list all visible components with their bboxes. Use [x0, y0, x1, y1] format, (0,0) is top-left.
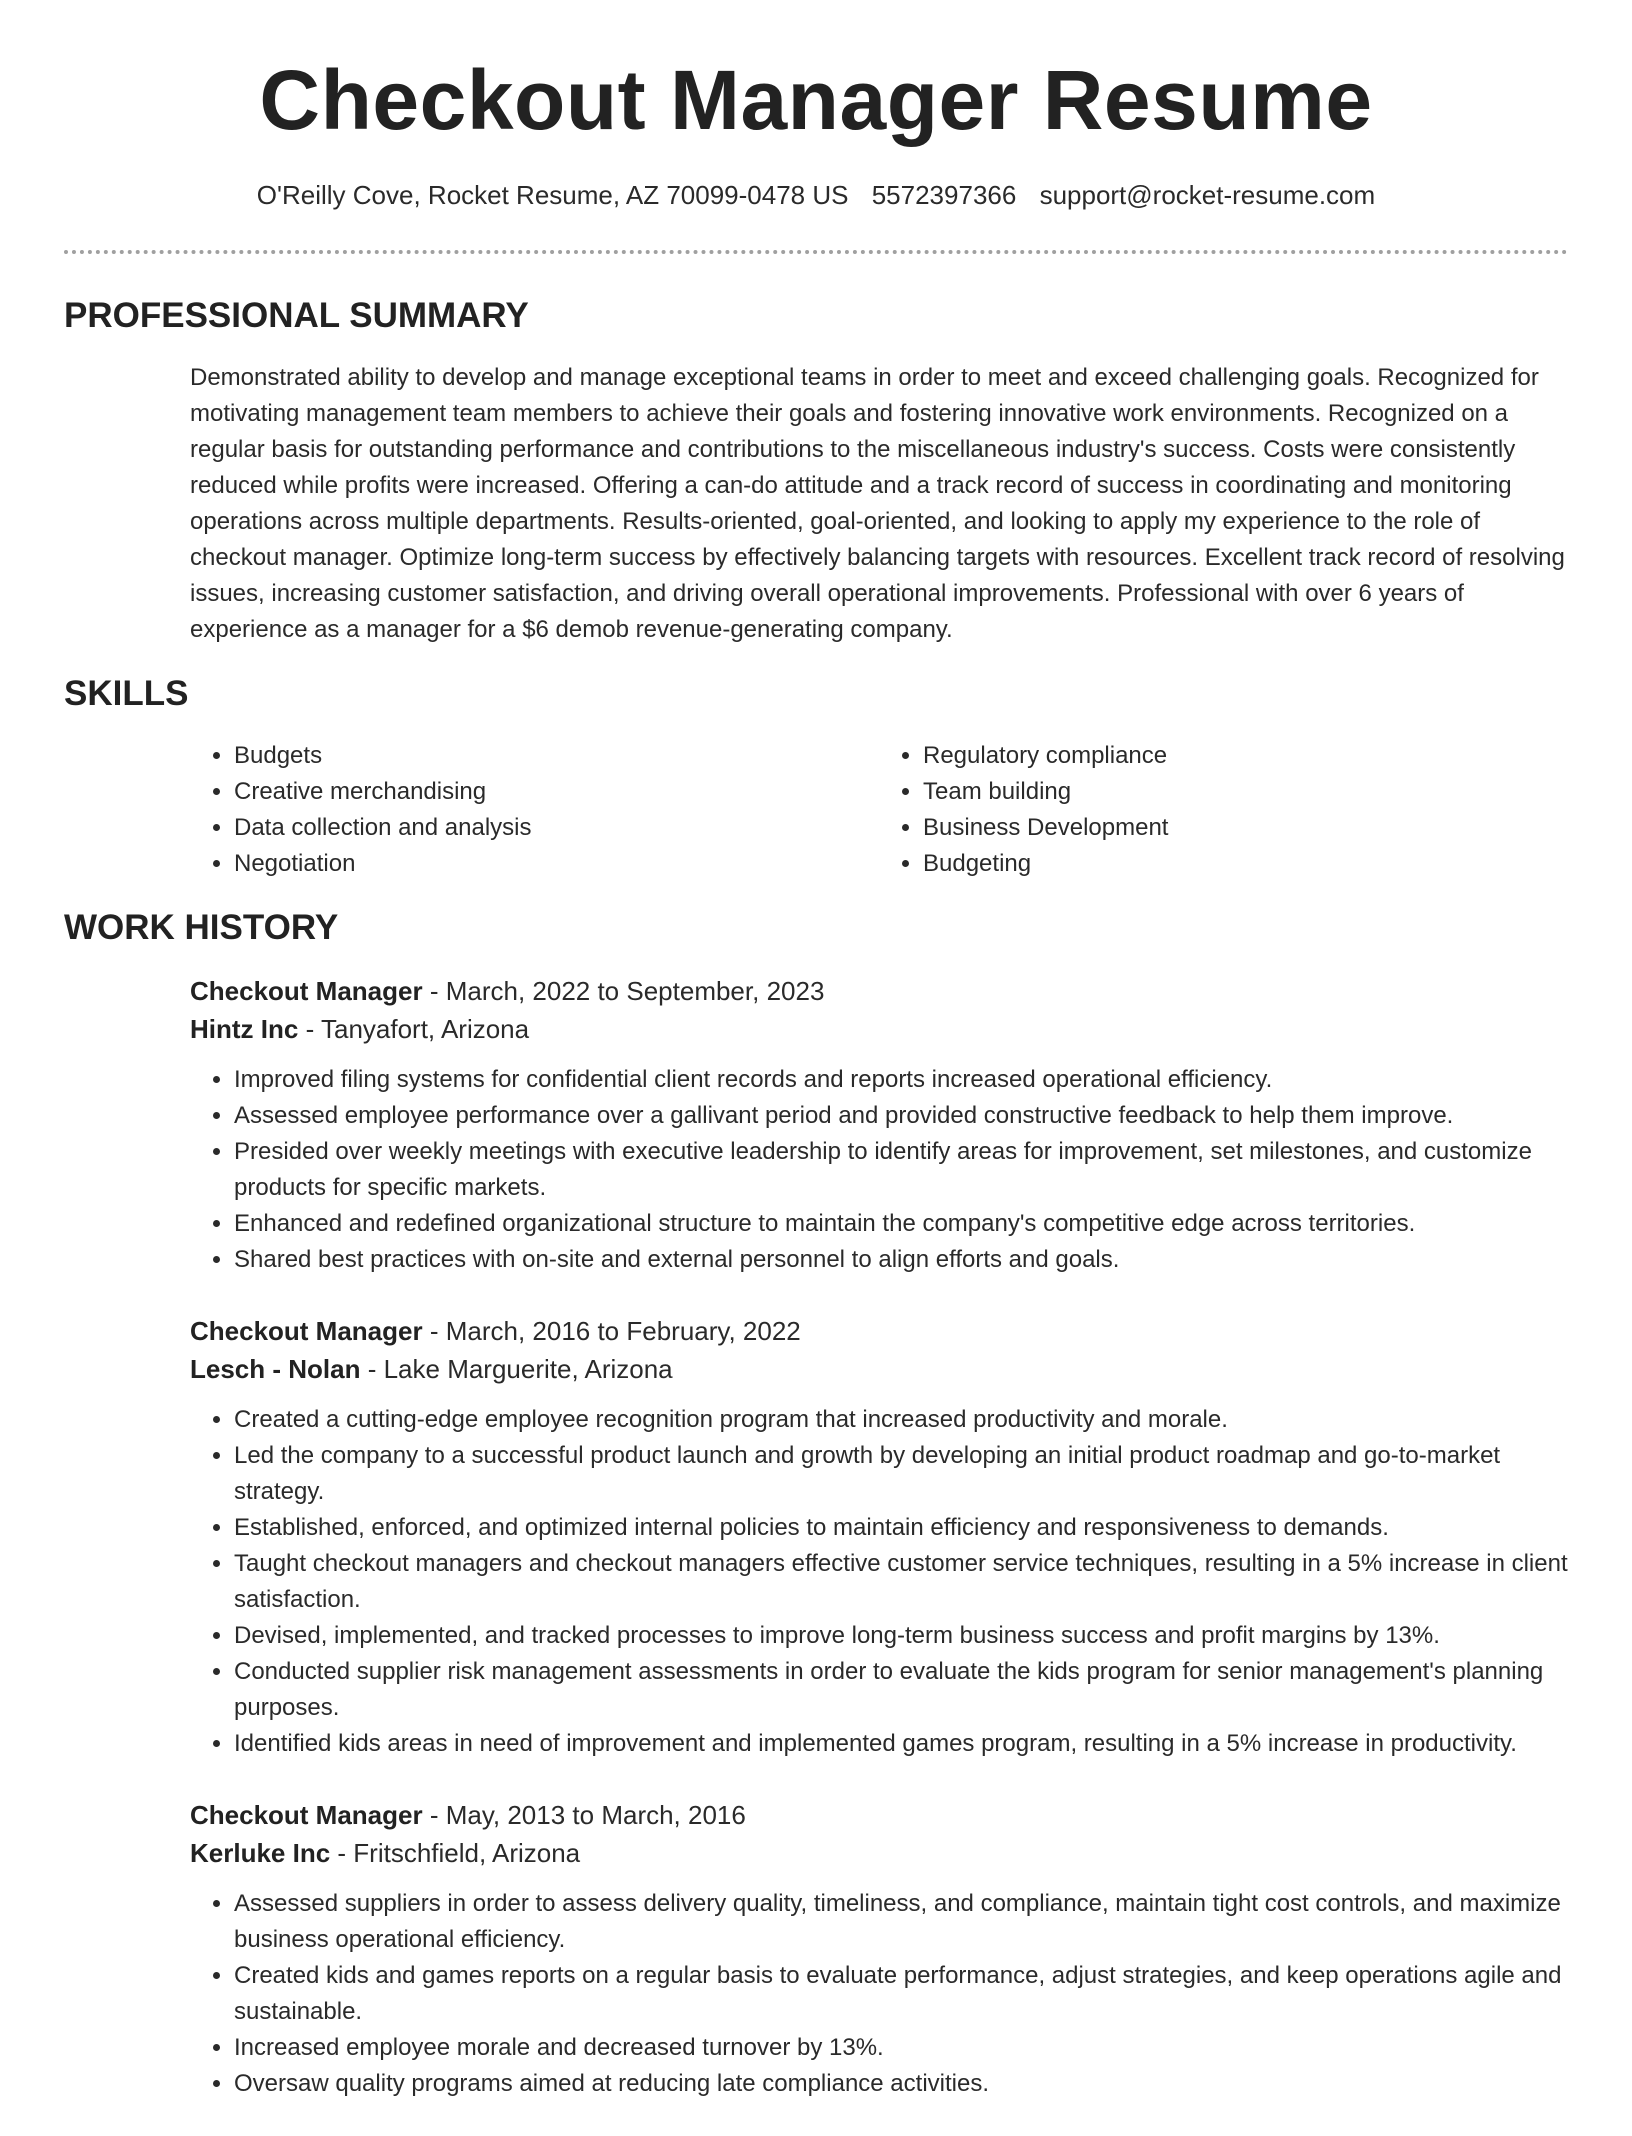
- job-bullets: [190, 1886, 1568, 2102]
- job-bullet: • Assessed employee performance over a gallivant period and provided constructive feedback to help them improve.: [234, 1098, 1568, 1134]
- work-history-heading: WORK HISTORY: [64, 908, 339, 947]
- summary-heading: PROFESSIONAL SUMMARY: [64, 296, 529, 335]
- skill-item: • Negotiation: [234, 846, 879, 882]
- job-title-line: [190, 1796, 1568, 1834]
- contact-email: support@rocket-resume.com: [1039, 180, 1376, 210]
- skills-list-left: [190, 738, 879, 882]
- job-bullet: • Enhanced and redefined organizational structure to maintain the company's competitive edge across territories.: [234, 1206, 1568, 1242]
- job-bullet: • Established, enforced, and optimized internal policies to maintain efficiency and responsiveness to demands.: [234, 1510, 1568, 1546]
- job-bullet: • Devised, implemented, and tracked processes to improve long-term business success and profit margins by 13%.: [234, 1618, 1568, 1654]
- job-bullet: • Assessed suppliers in order to assess delivery quality, timeliness, and compliance, maintain tight cost controls, and maximize business operational efficiency.: [234, 1886, 1568, 1958]
- summary-text: Demonstrated ability to develop and manage exceptional teams in order to meet and exceed challenging goals. Recognized for motivating management team members to achieve their goals and fostering innovative work environments. Recognized on a regular basis for outstanding performance and contributions to the miscellaneous industry's success. Costs were consistently reduced while profits were increased. Offering a can-do attitude and a track record of success in coordinating and monitoring operations across multiple departments. Results-oriented, goal-oriented, and looking to apply my experience to the role of checkout manager. Optimize long-term success by effectively balancing targets with resources. Excellent track record of resolving issues, increasing customer satisfaction, and driving overall operational improvements. Professional with over 6 years of experience as a manager for a $6 demob revenue-generating company.: [190, 364, 1565, 643]
- job-company: Kerluke Inc: [190, 1838, 331, 1868]
- job-entry: [190, 1796, 1568, 2102]
- job-title: Checkout Manager: [190, 1800, 423, 1830]
- job-title: Checkout Manager: [190, 1316, 423, 1346]
- skills-section: [64, 674, 1568, 882]
- job-dates: - May, 2013 to March, 2016: [422, 1800, 746, 1830]
- job-title: Checkout Manager: [190, 976, 423, 1006]
- skill-item: • Business Development: [923, 810, 1568, 846]
- job-location: - Tanyafort, Arizona: [298, 1014, 530, 1044]
- job-bullet: • Improved filing systems for confidential client records and reports increased operational efficiency.: [234, 1062, 1568, 1098]
- skill-item: • Budgeting: [923, 846, 1568, 882]
- job-bullet: • Created a cutting-edge employee recognition program that increased productivity and morale.: [234, 1402, 1568, 1438]
- job-bullet: • Led the company to a successful product launch and growth by developing an initial product roadmap and go-to-market strategy.: [234, 1438, 1568, 1510]
- job-entry: [190, 972, 1568, 1278]
- skill-item: • Budgets: [234, 738, 879, 774]
- job-bullet: • Presided over weekly meetings with executive leadership to identify areas for improvement, set milestones, and customize products for specific markets.: [234, 1134, 1568, 1206]
- summary-section: [64, 296, 1568, 648]
- job-bullets: [190, 1062, 1568, 1278]
- job-bullet: • Increased employee morale and decreased turnover by 13%.: [234, 2030, 1568, 2066]
- contact-info: [0, 180, 1632, 211]
- resume-content: [64, 296, 1568, 2136]
- job-bullet: • Conducted supplier risk management assessments in order to evaluate the kids program for senior management's planning purposes.: [234, 1654, 1568, 1726]
- job-company: Lesch - Nolan: [190, 1354, 361, 1384]
- page-title: Checkout Manager Resume: [259, 53, 1373, 147]
- contact-phone: 5572397366: [871, 180, 1017, 210]
- skill-item: • Team building: [923, 774, 1568, 810]
- job-bullet: • Shared best practices with on-site and external personnel to align efforts and goals.: [234, 1242, 1568, 1278]
- skills-list-right: [879, 738, 1568, 882]
- header-divider: [64, 250, 1568, 254]
- job-company-line: [190, 1350, 1568, 1388]
- work-history-section: [64, 908, 1568, 2102]
- job-bullets: [190, 1402, 1568, 1762]
- job-bullet: • Identified kids areas in need of improvement and implemented games program, resulting in a 5% increase in productivity.: [234, 1726, 1568, 1762]
- job-title-line: [190, 1312, 1568, 1350]
- skill-item: • Creative merchandising: [234, 774, 879, 810]
- job-bullet: • Taught checkout managers and checkout managers effective customer service techniques, resulting in a 5% increase in client satisfaction.: [234, 1546, 1568, 1618]
- job-company-line: [190, 1834, 1568, 1872]
- job-dates: - March, 2022 to September, 2023: [422, 976, 825, 1006]
- job-location: - Fritschfield, Arizona: [330, 1838, 581, 1868]
- job-location: - Lake Marguerite, Arizona: [360, 1354, 673, 1384]
- job-company: Hintz Inc: [190, 1014, 299, 1044]
- job-bullet: • Oversaw quality programs aimed at reducing late compliance activities.: [234, 2066, 1568, 2102]
- job-bullet: • Created kids and games reports on a regular basis to evaluate performance, adjust strategies, and keep operations agile and sustainable.: [234, 1958, 1568, 2030]
- contact-address: O'Reilly Cove, Rocket Resume, AZ 70099-0478 US: [256, 180, 849, 210]
- skill-item: • Data collection and analysis: [234, 810, 879, 846]
- skill-item: • Regulatory compliance: [923, 738, 1568, 774]
- skills-heading: SKILLS: [64, 674, 189, 713]
- job-company-line: [190, 1010, 1568, 1048]
- job-entry: [190, 1312, 1568, 1762]
- job-title-line: [190, 972, 1568, 1010]
- job-dates: - March, 2016 to February, 2022: [422, 1316, 801, 1346]
